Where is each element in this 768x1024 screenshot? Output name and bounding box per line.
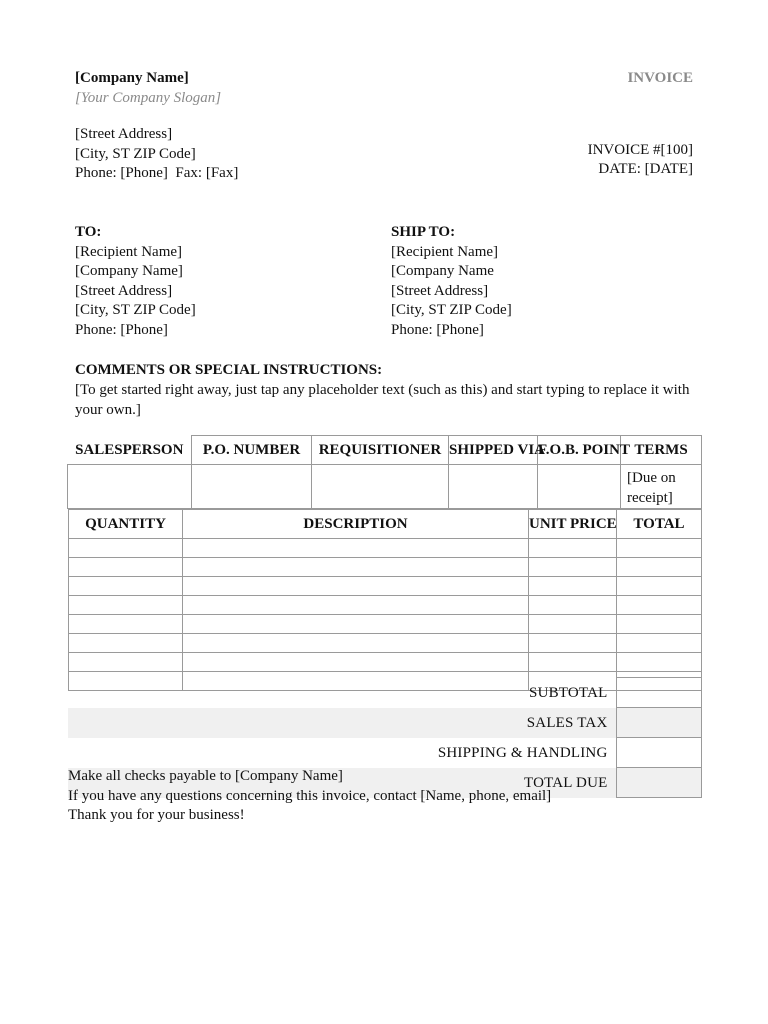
quantity-cell[interactable]	[69, 539, 183, 558]
ship-to-recipient[interactable]: [Recipient Name]	[391, 243, 499, 260]
unit-price-cell[interactable]	[529, 615, 617, 634]
subtotal-label: SUBTOTAL	[529, 684, 608, 701]
bill-to-city[interactable]: [City, ST ZIP Code]	[75, 302, 196, 318]
comments-label: COMMENTS OR SPECIAL INSTRUCTIONS:	[75, 362, 383, 378]
table-row	[69, 577, 702, 596]
line-total-cell[interactable]	[617, 539, 702, 558]
comments-text[interactable]: [To get started right away, just tap any placeholder text (such as this) and start typing to replace it with your own.]	[75, 382, 690, 418]
header-requisitioner: REQUISITIONER	[312, 436, 449, 465]
company-slogan[interactable]: [Your Company Slogan]	[75, 90, 222, 106]
fob-point-cell[interactable]	[538, 465, 621, 509]
sales-tax-label: SALES TAX	[68, 708, 616, 738]
header-description: DESCRIPTION	[183, 510, 529, 539]
line-total-cell[interactable]	[617, 596, 702, 615]
salesperson-cell[interactable]	[68, 465, 192, 509]
unit-price-cell[interactable]	[529, 596, 617, 615]
sales-tax-value[interactable]	[616, 708, 701, 738]
header-po-number: P.O. NUMBER	[192, 436, 312, 465]
total-due-value[interactable]	[616, 768, 701, 798]
bill-to-street[interactable]: [Street Address]	[75, 282, 173, 299]
table-row	[69, 615, 702, 634]
description-cell[interactable]	[183, 634, 529, 653]
unit-price-cell[interactable]	[529, 653, 617, 672]
footer-checks-payable[interactable]: Make all checks payable to [Company Name]	[68, 768, 343, 784]
company-name[interactable]: [Company Name]	[75, 70, 189, 86]
quantity-cell[interactable]	[69, 653, 183, 672]
ship-to-phone[interactable]: Phone: [Phone]	[391, 321, 484, 338]
description-cell[interactable]	[183, 653, 529, 672]
bill-to-company[interactable]: [Company Name]	[75, 263, 183, 279]
company-phone-fax[interactable]: Phone: [Phone] Fax: [Fax]	[75, 165, 239, 181]
company-street[interactable]: [Street Address]	[75, 126, 173, 142]
header-total: TOTAL	[617, 510, 702, 539]
table-row	[69, 634, 702, 653]
header-terms: TERMS	[621, 436, 702, 465]
unit-price-cell[interactable]	[529, 539, 617, 558]
ship-to-company[interactable]: [Company Name	[391, 263, 494, 279]
line-total-cell[interactable]	[617, 634, 702, 653]
description-cell[interactable]	[183, 558, 529, 577]
header-unit-price: UNIT PRICE	[529, 510, 617, 539]
quantity-cell[interactable]	[69, 596, 183, 615]
unit-price-cell[interactable]	[529, 577, 617, 596]
shipped-via-cell[interactable]	[449, 465, 538, 509]
shipping-value[interactable]	[616, 738, 701, 768]
description-cell[interactable]	[183, 596, 529, 615]
order-info-table	[67, 435, 702, 509]
requisitioner-cell[interactable]	[312, 465, 449, 509]
invoice-date[interactable]: DATE: [DATE]	[598, 161, 693, 177]
quantity-cell[interactable]	[69, 558, 183, 577]
unit-price-cell[interactable]	[529, 634, 617, 653]
description-cell[interactable]	[183, 577, 529, 596]
company-city[interactable]: [City, ST ZIP Code]	[75, 146, 196, 162]
description-cell[interactable]	[183, 539, 529, 558]
footer-questions-contact[interactable]: If you have any questions concerning this invoice, contact [Name, phone, email]	[68, 788, 552, 804]
total-due-label: TOTAL DUE	[68, 768, 616, 798]
quantity-cell[interactable]	[69, 615, 183, 634]
line-total-cell[interactable]	[617, 558, 702, 577]
line-total-cell[interactable]	[617, 653, 702, 672]
bill-to-label: TO:	[75, 224, 102, 240]
ship-to-label: SHIP TO:	[391, 224, 456, 240]
subtotal-value[interactable]	[616, 678, 701, 708]
line-total-cell[interactable]	[617, 577, 702, 596]
header-quantity: QUANTITY	[69, 510, 183, 539]
header-shipped-via: SHIPPED VIA	[449, 436, 538, 465]
order-info-row	[68, 465, 702, 509]
quantity-cell[interactable]	[69, 634, 183, 653]
table-row	[69, 558, 702, 577]
quantity-cell[interactable]	[69, 577, 183, 596]
description-cell[interactable]	[183, 615, 529, 634]
header-salesperson: SALESPERSON	[75, 441, 184, 458]
ship-to-block	[391, 223, 512, 340]
bill-to-block	[75, 223, 196, 340]
line-total-cell[interactable]	[617, 615, 702, 634]
invoice-number[interactable]: INVOICE #[100]	[587, 142, 693, 158]
terms-cell[interactable]: [Due on receipt]	[621, 465, 702, 509]
footer-thank-you[interactable]: Thank you for your business!	[68, 807, 245, 823]
ship-to-city[interactable]: [City, ST ZIP Code]	[391, 302, 512, 318]
header-fob-point: F.O.B. POINT	[538, 436, 621, 465]
po-number-cell[interactable]	[192, 465, 312, 509]
table-row	[69, 596, 702, 615]
line-items-table	[68, 509, 702, 691]
shipping-label: SHIPPING & HANDLING	[437, 744, 608, 761]
table-row	[69, 653, 702, 672]
ship-to-street[interactable]: [Street Address]	[391, 282, 489, 299]
table-row	[69, 539, 702, 558]
unit-price-cell[interactable]	[529, 558, 617, 577]
bill-to-recipient[interactable]: [Recipient Name]	[75, 243, 183, 260]
bill-to-phone[interactable]: Phone: [Phone]	[75, 321, 168, 338]
invoice-title: INVOICE	[627, 70, 693, 86]
